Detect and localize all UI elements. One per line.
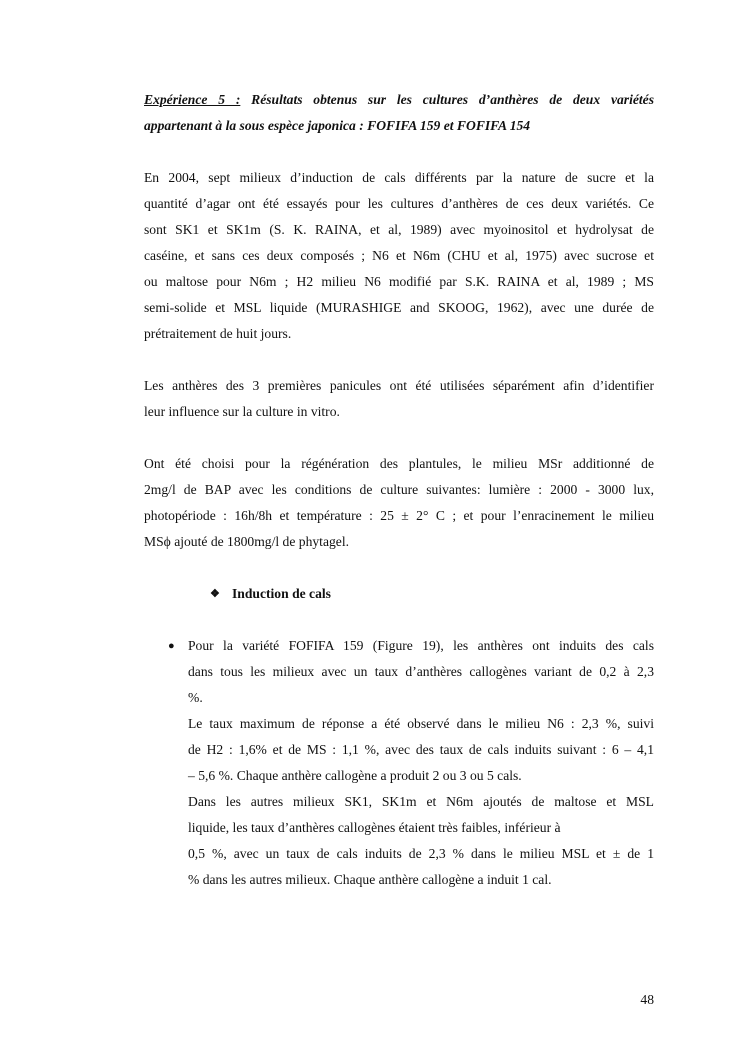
text-line: Les anthères des 3 premières panicules ont été utilisées séparément afin d’identifier — [144, 378, 654, 393]
text-line: photopériode : 16h/8h et température : 25 ± 2° C ; et pour l’enracinement le milieu — [144, 508, 654, 523]
bullet-icon: ● — [168, 640, 175, 652]
paragraph-panicles — [144, 373, 654, 425]
bullet-line: liquide, les taux d’anthères callogènes étaient très faibles, inférieur à — [188, 820, 561, 835]
page-number: 48 — [640, 992, 654, 1007]
bullet-item-fofifa-159 — [168, 633, 654, 893]
section-subheading — [210, 581, 654, 607]
bullet-line: de H2 : 1,6% et de MS : 1,1 %, avec des taux de cals induits suivant : 6 – 4,1 — [188, 742, 654, 757]
bullet-line: Pour la variété FOFIFA 159 (Figure 19), les anthères ont induits des cals — [188, 638, 654, 653]
bullet-line: Dans les autres milieux SK1, SK1m et N6m ajoutés de maltose et MSL — [188, 794, 654, 809]
bullet-line: – 5,6 %. Chaque anthère callogène a produit 2 ou 3 ou 5 cals. — [188, 768, 522, 783]
bullet-line: Le taux maximum de réponse a été observé dans le milieu N6 : 2,3 %, suivi — [188, 716, 654, 731]
document-page — [144, 87, 654, 893]
spacer — [144, 555, 654, 581]
paragraph-regeneration — [144, 451, 654, 555]
text-line: En 2004, sept milieux d’induction de cals différents par la nature de sucre et la — [144, 170, 654, 185]
experiment-heading-line-1 — [144, 87, 654, 113]
experiment-title-start: Résultats obtenus sur les cultures d’anthères de deux variétés — [240, 92, 654, 107]
text-line: caséine, et sans ces deux composés ; N6 et N6m (CHU et al, 1975) avec sucrose et — [144, 248, 654, 263]
text-line: leur influence sur la culture in vitro. — [144, 404, 340, 419]
subheading-text: Induction de cals — [232, 586, 331, 601]
bullet-line: %. — [188, 690, 203, 705]
text-line: 2mg/l de BAP avec les conditions de culture suivantes: lumière : 2000 - 3000 lux, — [144, 482, 654, 497]
text-line: sont SK1 et SK1m (S. K. RAINA, et al, 1989) avec myoinositol et hydrolysat de — [144, 222, 654, 237]
paragraph-induction-media — [144, 165, 654, 347]
experiment-label: Expérience 5 : — [144, 92, 241, 107]
text-line: ou maltose pour N6m ; H2 milieu N6 modifié par S.K. RAINA et al, 1989 ; MS — [144, 274, 654, 289]
bullet-line: % dans les autres milieux. Chaque anthère callogène a induit 1 cal. — [188, 872, 552, 887]
diamond-icon: ❖ — [210, 588, 220, 600]
spacer — [144, 139, 654, 165]
spacer — [144, 607, 654, 633]
spacer — [144, 347, 654, 373]
text-line: quantité d’agar ont été essayés pour les cultures d’anthères de ces deux variétés. Ce — [144, 196, 654, 211]
experiment-heading-line-2: appartenant à la sous espèce japonica : FOFIFA 159 et FOFIFA 154 — [144, 118, 531, 133]
text-line: Ont été choisi pour la régénération des plantules, le milieu MSr additionné de — [144, 456, 654, 471]
spacer — [144, 425, 654, 451]
bullet-line: dans tous les milieux avec un taux d’anthères callogènes variant de 0,2 à 2,3 — [188, 664, 654, 679]
text-line: MSϕ ajouté de 1800mg/l de phytagel. — [144, 534, 349, 549]
text-line: semi-solide et MSL liquide (MURASHIGE and SKOOG, 1962), avec une durée de — [144, 300, 654, 315]
text-line: prétraitement de huit jours. — [144, 326, 292, 341]
bullet-line: 0,5 %, avec un taux de cals induits de 2,3 % dans le milieu MSL et ± de 1 — [188, 846, 654, 861]
